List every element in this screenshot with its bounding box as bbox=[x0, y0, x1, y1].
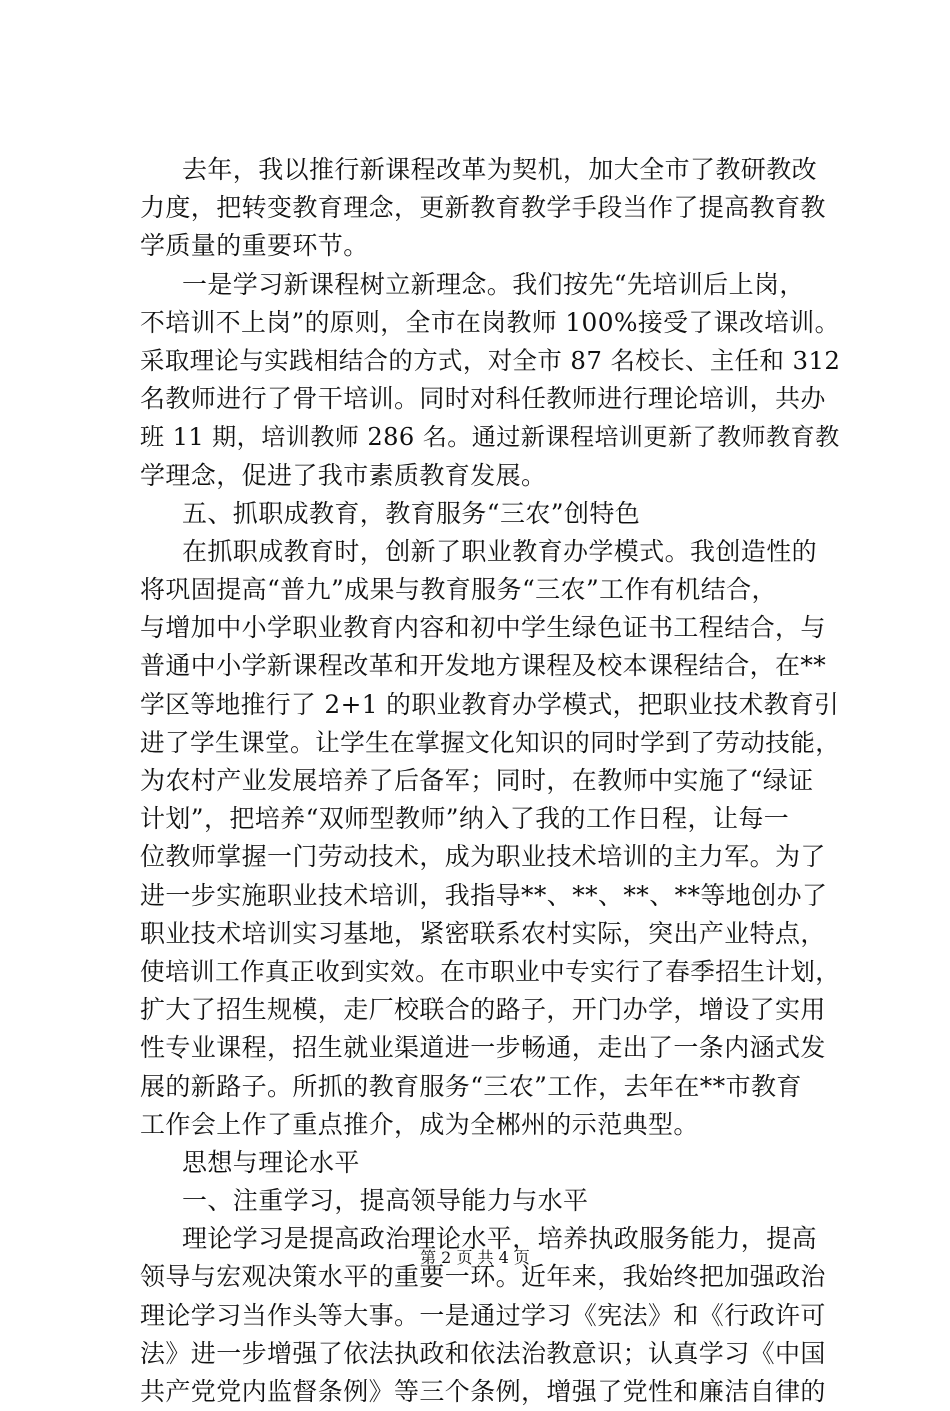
text-line: 工作会上作了重点推介，成为全郴州的示范典型。 bbox=[140, 1109, 699, 1139]
text-line: 进了学生课堂。让学生在掌握文化知识的同时学到了劳动技能， bbox=[140, 727, 841, 757]
text-line: 扩大了招生规模，走厂校联合的路子，开门办学，增设了实用 bbox=[140, 995, 826, 1025]
document-body bbox=[140, 151, 840, 1411]
text-line: 共产党党内监督条例》等三个条例，增强了党性和廉洁自律的 bbox=[140, 1377, 826, 1406]
text-line: 一是学习新课程树立新理念。我们按先“先培训后上岗， bbox=[182, 269, 805, 299]
text-line: 展的新路子。所抓的教育服务“三农”工作，去年在**市教育 bbox=[140, 1071, 802, 1101]
text-line: 五、抓职成教育，教育服务“三农”创特色 bbox=[182, 498, 641, 528]
text-line: 采取理论与实践相结合的方式，对全市 87 名校长、主任和 312 bbox=[140, 345, 841, 375]
text-line: 理论学习当作头等大事。一是通过学习《宪法》和《行政许可 bbox=[140, 1300, 826, 1330]
text-line: 性专业课程，招生就业渠道进一步畅通，走出了一条内涵式发 bbox=[140, 1033, 826, 1063]
text-line: 领导与宏观决策水平的重要一环。近年来，我始终把加强政治 bbox=[140, 1262, 826, 1292]
text-line: 理论学习是提高政治理论水平，培养执政服务能力，提高 bbox=[182, 1224, 818, 1254]
text-line: 去年，我以推行新课程改革为契机，加大全市了教研教改 bbox=[182, 155, 818, 184]
text-line: 学区等地推行了 2+1 的职业教育办学模式，把职业技术教育引 bbox=[140, 689, 840, 719]
text-line: 力度，把转变教育理念，更新教育教学手段当作了提高教育教 bbox=[140, 193, 826, 223]
text-line: 位教师掌握一门劳动技术，成为职业技术培训的主力军。为了 bbox=[140, 842, 826, 872]
text-line: 为农村产业发展培养了后备军；同时，在教师中实施了“绿证 bbox=[140, 766, 814, 795]
text-line: 进一步实施职业技术培训，我指导**、**、**、**等地创办了 bbox=[140, 880, 828, 910]
text-line: 法》进一步增强了依法执政和依法治教意识；认真学习《中国 bbox=[140, 1338, 826, 1368]
text-line: 在抓职成教育时，创新了职业教育办学模式。我创造性的 bbox=[182, 536, 818, 566]
text-line: 思想与理论水平 bbox=[182, 1147, 360, 1177]
text-line: 学理念，促进了我市素质教育发展。 bbox=[140, 460, 547, 490]
text-line: 普通中小学新课程改革和开发地方课程及校本课程结合，在** bbox=[140, 651, 827, 681]
text-line: 职业技术培训实习基地，紧密联系农村实际，突出产业特点， bbox=[140, 918, 826, 948]
text-line: 计划”，把培养“双师型教师”纳入了我的工作日程，让每一 bbox=[140, 804, 790, 834]
page-footer: 第 2 页 共 4 页 bbox=[420, 1248, 530, 1267]
text-line: 一、注重学习，提高领导能力与水平 bbox=[182, 1186, 589, 1216]
text-line: 与增加中小学职业教育内容和初中学生绿色证书工程结合，与 bbox=[140, 613, 826, 643]
text-line: 名教师进行了骨干培训。同时对科任教师进行理论培训，共办 bbox=[140, 384, 826, 414]
text-line: 学质量的重要环节。 bbox=[140, 231, 369, 261]
text-line: 班 11 期，培训教师 286 名。通过新课程培训更新了教师教育教 bbox=[140, 423, 840, 452]
text-line: 使培训工作真正收到实效。在市职业中专实行了春季招生计划， bbox=[140, 956, 841, 986]
text-line: 不培训不上岗”的原则，全市在岗教师 100%接受了课改培训。 bbox=[140, 307, 840, 337]
text-line: 将巩固提高“普九”成果与教育服务“三农”工作有机结合， bbox=[140, 575, 777, 605]
